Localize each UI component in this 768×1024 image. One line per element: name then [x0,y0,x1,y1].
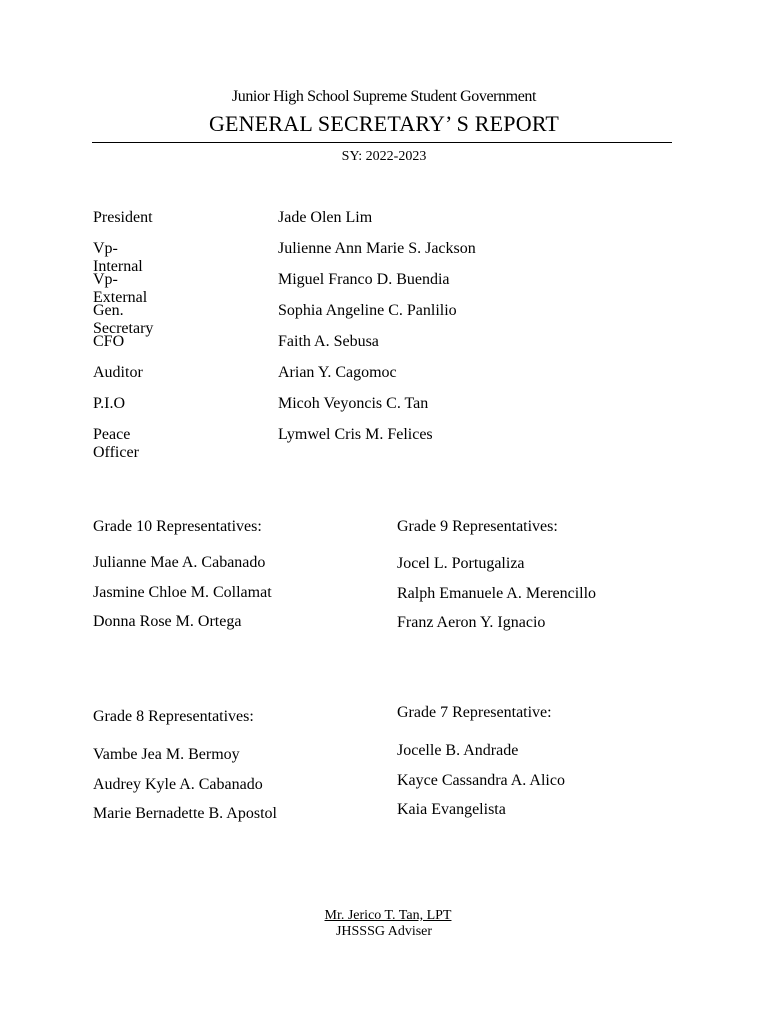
list-item: Jasmine Chloe M. Collamat [93,583,272,601]
list-item: Audrey Kyle A. Cabanado [93,775,263,793]
grade8-representatives [93,708,277,835]
list-item: Marie Bernadette B. Apostol [93,805,277,822]
officer-role: P.I.O [93,395,126,412]
list-item: Kayce Cassandra A. Alico [397,771,565,789]
officer-name: Faith A. Sebusa [278,333,379,350]
list-item: Julianne Mae A. Cabanado [93,554,266,571]
adviser-title: JHSSSG Adviser [335,924,433,939]
adviser-name: Mr. Jerico T. Tan, LPT [324,908,452,923]
list-item: Franz Aeron Y. Ignacio [397,614,546,631]
officer-role: CFO [93,333,125,350]
officer-name: Miguel Franco D. Buendia [278,271,450,288]
officer-name: Julienne Ann Marie S. Jackson [278,240,476,257]
grade10-representatives [93,518,272,643]
title-divider [92,142,672,143]
officer-name: Micoh Veyoncis C. Tan [278,395,429,412]
grade9-representatives [397,518,596,644]
officer-role: Gen. Secretary [93,302,154,337]
list-item: Jocelle B. Andrade [397,742,519,759]
officer-role: Auditor [93,364,143,381]
list-item: Kaia Evangelista [397,801,506,818]
officer-role: Vp- Internal [93,240,143,275]
officer-name: Arian Y. Cagomoc [278,364,397,381]
officer-name: Lymwel Cris M. Felices [278,426,433,443]
list-item: Ralph Emanuele A. Merencillo [397,584,597,602]
grade10-heading: Grade 10 Representatives: [93,518,262,535]
officer-role: Vp- External [93,271,148,306]
grade7-representatives [397,704,565,831]
list-item: Jocel L. Portugaliza [397,555,525,572]
grade8-heading: Grade 8 Representatives: [93,708,254,725]
organization-name: Junior High School Supreme Student Government [231,88,537,105]
officer-role: President [93,209,153,226]
adviser-signature [0,908,768,940]
list-item: Vambe Jea M. Bermoy [93,746,240,763]
officer-role: Peace Officer [93,426,139,461]
report-title: GENERAL SECRETARY’ S REPORT [208,111,560,136]
school-year: SY: 2022-2023 [341,149,427,164]
grade7-heading: Grade 7 Representative: [397,704,552,721]
grade9-heading: Grade 9 Representatives: [397,518,558,535]
list-item: Donna Rose M. Ortega [93,613,242,630]
officer-name: Jade Olen Lim [278,209,373,226]
officer-name: Sophia Angeline C. Panlilio [278,302,457,319]
